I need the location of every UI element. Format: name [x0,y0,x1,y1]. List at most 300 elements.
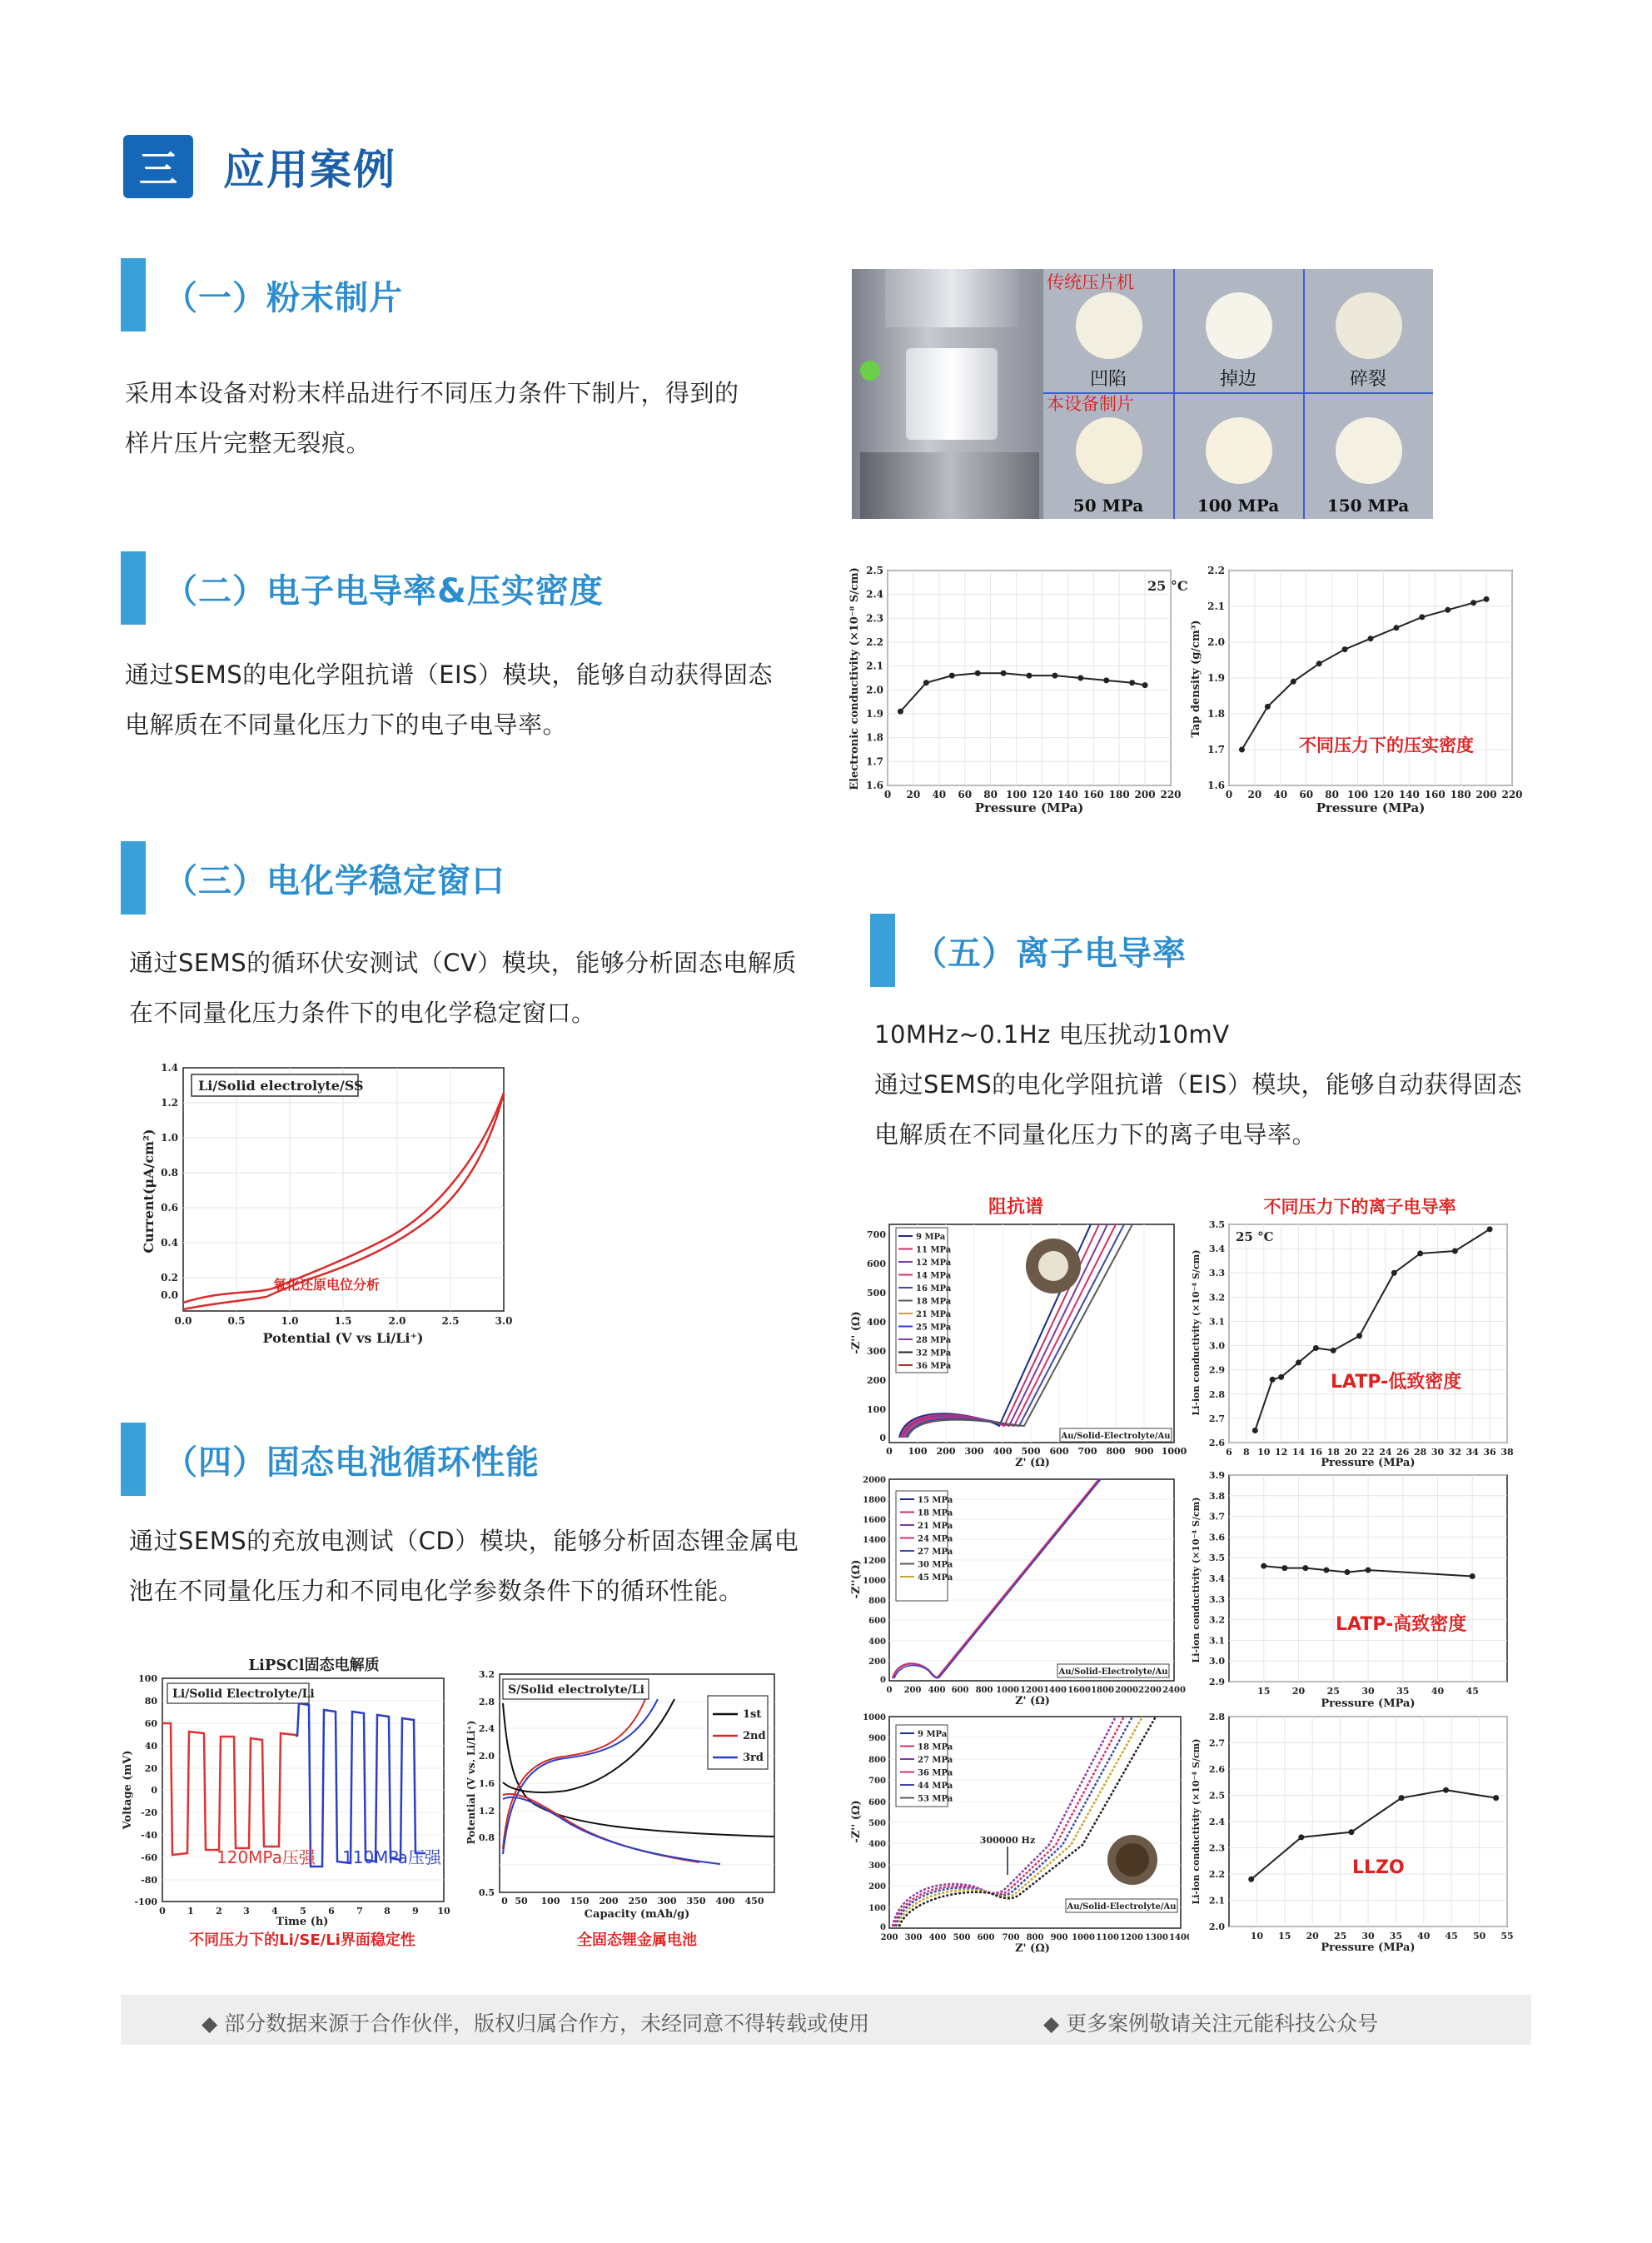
x-tick-label: 38 [1500,1447,1514,1458]
x-tick-label: 200 [1475,789,1497,800]
svg-text:2.4: 2.4 [478,1723,495,1734]
x-tick-label: 10 [1250,1931,1264,1941]
svg-text:1800: 1800 [863,1496,886,1505]
svg-text:0.0: 0.0 [174,1315,192,1327]
data-point [1445,607,1450,613]
svg-text:-20: -20 [141,1807,157,1818]
ionic-conductivity-chart-2 [1189,1470,1522,1712]
pellet-cell: 100 MPa [1173,394,1303,519]
svg-text:350: 350 [686,1896,706,1907]
x-tick-label: 22 [1361,1447,1375,1458]
data-point [1281,1565,1287,1571]
legend-item: 9 MPa [916,1233,946,1242]
svg-text:-80: -80 [141,1875,157,1886]
pressure-label-110: 110MPa压强 [342,1847,441,1867]
x-tick-label: 55 [1500,1931,1514,1941]
y-tick-label: 1.8 [866,731,883,744]
y-tick-label: 2.7 [1208,1737,1225,1749]
svg-text:100: 100 [540,1896,560,1907]
svg-text:400: 400 [715,1896,735,1907]
cell-config-label: Au/Solid-Electrolyte/Au [1067,1902,1177,1912]
y-tick-label: 3.2 [1208,1292,1225,1303]
data-point [1052,673,1057,679]
y-tick-label: 3.3 [1208,1593,1225,1605]
data-point [1103,677,1109,683]
y-tick-label: 3.6 [1208,1532,1225,1543]
x-tick-label: 16 [1309,1447,1323,1458]
cell-config-label: Au/Solid-Electrolyte/Au [1061,1432,1171,1441]
y-tick-label: 2.0 [866,684,883,696]
section-text-conductivity: 通过SEMS的电化学阻抗谱（EIS）模块，能够自动获得固态 电解质在不同量化压力下的电子电导率。 [125,660,773,739]
x-tick-label: 220 [1501,789,1523,800]
legend-item: 27 MPa [918,1756,953,1765]
svg-text:600: 600 [868,1798,886,1807]
svg-text:300: 300 [904,1933,923,1942]
section-heading-cv: （三）电化学稳定窗口 [121,841,505,915]
section-heading-conductivity: （二）电子电导率&压实密度 [121,551,604,625]
data-point [1248,1877,1254,1882]
data-point [1366,1568,1371,1573]
data-point [1077,675,1083,681]
x-tick-label: 20 [1247,789,1262,800]
svg-text:0: 0 [159,1906,166,1917]
svg-text:60: 60 [144,1718,157,1729]
data-point [1142,682,1148,688]
svg-text:-100: -100 [134,1897,157,1907]
pressure-label-120: 120MPa压强 [216,1847,316,1867]
data-point [1443,1787,1449,1793]
y-tick-label: 1.8 [1207,708,1225,720]
y-axis-label: Electronic conductivity (×10⁻⁸ S/cm) [848,567,861,790]
svg-text:700: 700 [1002,1933,1020,1942]
data-point [1316,660,1322,666]
svg-text:450: 450 [744,1896,764,1907]
data-point [1261,1563,1266,1569]
x-tick-label: 80 [983,789,998,800]
svg-text:700: 700 [1077,1446,1097,1457]
y-tick-label: 3.0 [1208,1340,1225,1352]
legend-item: 36 MPa [916,1362,952,1371]
data-point [1348,1829,1354,1835]
svg-text:1200: 1200 [1020,1686,1043,1695]
y-tick-label: 1.6 [1207,780,1225,791]
svg-text:200: 200 [867,1375,886,1386]
data-point [1027,673,1032,679]
x-tick-label: 32 [1448,1447,1462,1458]
section-heading-cycling: （四）固态电池循环性能 [121,1423,540,1496]
x-tick-label: 100 [1347,789,1369,800]
legend-item: 21 MPa [916,1310,952,1319]
legend-item: 53 MPa [918,1794,953,1804]
svg-text:0.5: 0.5 [227,1315,246,1327]
y-tick-label: 1.9 [866,708,883,720]
y-tick-label: 3.1 [1208,1316,1225,1328]
svg-text:800: 800 [868,1756,886,1765]
y-axis-label: Li-ion conductivity (×10⁻⁴ S/cm) [1191,1497,1202,1663]
svg-text:900: 900 [1134,1446,1154,1457]
frequency-label: 300000 Hz [979,1835,1036,1846]
tap-density-chart [1189,562,1522,820]
ionic-note-1: LATP-低致密度 [1331,1372,1462,1393]
nyquist-chart-3 [849,1712,1192,1955]
pellet-cell: 掉边 [1173,269,1303,394]
svg-text:200: 200 [903,1686,922,1695]
pellet-cell: 150 MPa [1303,394,1433,519]
svg-text:900: 900 [1050,1933,1068,1942]
svg-text:800: 800 [1026,1933,1044,1942]
x-tick-label: 20 [1344,1447,1357,1458]
data-point [1302,1565,1308,1571]
y-tick-label: 2.5 [866,565,883,576]
y-tick-label: 2.1 [866,660,883,672]
x-tick-label: 80 [1325,789,1339,800]
y-tick-label: 2.3 [866,612,883,625]
ionic-conductivity-title: 不同压力下的离子电导率 [1263,1197,1456,1217]
section-heading-powder: （一）粉末制片 [121,258,403,331]
data-point [1399,1795,1405,1801]
svg-text:200: 200 [936,1446,956,1457]
data-point [1484,596,1490,602]
x-tick-label: 180 [1450,789,1471,800]
y-tick-label: 2.8 [1208,1388,1225,1400]
y-tick-label: 3.9 [1208,1470,1225,1481]
y-tick-label: 3.5 [1208,1219,1225,1230]
main-header [123,135,396,198]
x-tick-label: 30 [1431,1447,1445,1458]
data-point [1001,670,1007,676]
x-tick-label: 160 [1082,789,1104,800]
svg-text:10: 10 [437,1906,450,1917]
svg-text:1400: 1400 [1043,1686,1067,1695]
x-tick-label: 15 [1278,1931,1291,1941]
svg-text:1600: 1600 [863,1516,886,1525]
nyquist-title: 阻抗谱 [988,1197,1044,1218]
svg-text:100: 100 [138,1673,157,1684]
svg-text:2000: 2000 [1115,1686,1138,1695]
nyquist-chart-1 [849,1191,1187,1470]
y-tick-label: 2.2 [1208,1869,1225,1880]
svg-text:3.0: 3.0 [495,1315,513,1327]
svg-text:0: 0 [886,1446,893,1457]
svg-text:2.8: 2.8 [478,1697,495,1707]
y-tick-label: 1.7 [1207,744,1225,755]
x-tick-label: 0 [883,789,892,800]
data-point [1452,1249,1458,1254]
x-axis-label: Pressure (MPa) [1321,1457,1416,1469]
y-tick-label: 2.2 [866,636,883,648]
x-tick-label: 20 [906,789,921,800]
x-tick-label: 140 [1057,789,1078,800]
pellet-photo-panel [852,269,1433,519]
svg-text:700: 700 [868,1777,886,1786]
y-tick-label: 2.3 [1208,1842,1225,1854]
capacity-chart [466,1666,783,1953]
data-point [1296,1359,1301,1365]
svg-text:600: 600 [951,1686,969,1695]
nyquist-chart-2 [849,1474,1186,1707]
legend-item: 45 MPa [918,1573,953,1583]
cv-note: 氧化还原电位分析 [273,1277,381,1293]
y-axis-label: Voltage (mV) [122,1750,134,1830]
svg-text:1100: 1100 [1096,1933,1119,1942]
x-tick-label: 30 [1361,1686,1375,1697]
svg-text:500: 500 [867,1288,886,1298]
temperature-label: 25 °C [1236,1229,1274,1244]
cell-config-label: Au/Solid-Electrolyte/Au [1058,1667,1168,1677]
svg-text:200: 200 [868,1882,886,1892]
data-point [1470,600,1476,606]
svg-text:1400: 1400 [1169,1933,1192,1942]
data-point [1129,680,1135,685]
y-tick-label: 2.9 [1208,1364,1225,1376]
device-press-label: 本设备制片 [1047,394,1134,414]
svg-text:300: 300 [867,1346,886,1357]
x-tick-label: 8 [1243,1447,1250,1458]
svg-text:800: 800 [975,1686,993,1695]
x-tick-label: 25 [1333,1931,1347,1941]
data-point [1493,1795,1499,1801]
x-tick-label: 40 [932,789,947,800]
cv-legend: Li/Solid electrolyte/SS [198,1078,364,1094]
y-tick-label: 2.1 [1208,1895,1225,1907]
voltage-time-chart [121,1653,454,1953]
data-point [1342,646,1348,652]
legend-item: 16 MPa [916,1284,952,1293]
data-point [1470,1573,1475,1579]
x-tick-label: 0 [1225,789,1233,800]
svg-text:1000: 1000 [1072,1933,1095,1942]
svg-text:200: 200 [880,1933,898,1942]
y-tick-label: 2.7 [1208,1413,1225,1424]
y-axis-label: Li-ion conductivity (×10⁻⁴ S/cm) [1191,1738,1202,1905]
svg-text:4: 4 [271,1906,278,1917]
x-tick-label: 35 [1396,1686,1410,1697]
x-tick-label: 60 [958,789,973,800]
voltage-caption: 不同压力下的Li/SE/Li界面稳定性 [189,1931,415,1949]
svg-text:1200: 1200 [1120,1933,1143,1942]
y-tick-label: 2.0 [1208,1922,1225,1932]
svg-text:0.0: 0.0 [161,1289,178,1301]
svg-text:0.4: 0.4 [161,1237,178,1249]
voltage-chart-title: LiPSCl固态电解质 [248,1657,380,1674]
x-tick-label: 24 [1379,1447,1392,1458]
data-point [898,709,903,715]
svg-text:6: 6 [328,1906,335,1917]
y-tick-label: 3.5 [1208,1553,1225,1564]
legend-item: 18 MPa [918,1508,953,1518]
y-tick-label: 2.1 [1207,601,1225,612]
svg-text:2: 2 [216,1906,222,1917]
svg-text:0.2: 0.2 [161,1272,178,1283]
svg-text:3: 3 [243,1906,250,1917]
svg-text:900: 900 [868,1734,886,1743]
svg-text:600: 600 [977,1933,995,1942]
x-tick-label: 28 [1413,1447,1427,1458]
legend-item: 11 MPa [916,1245,952,1255]
svg-text:-60: -60 [141,1852,157,1863]
traditional-press-label: 传统压片机 [1047,272,1134,292]
svg-text:400: 400 [993,1446,1013,1457]
svg-text:0: 0 [151,1785,157,1796]
data-point [1270,1377,1276,1383]
svg-text:0.8: 0.8 [161,1167,178,1179]
svg-text:1800: 1800 [1091,1686,1114,1695]
capacity-caption: 全固态锂金属电池 [577,1931,697,1949]
svg-text:2000: 2000 [863,1476,886,1485]
x-tick-label: 50 [1472,1931,1486,1941]
x-tick-label: 30 [1361,1931,1375,1941]
data-point [1313,1345,1319,1351]
x-tick-label: 180 [1108,789,1130,800]
svg-text:1.2: 1.2 [478,1806,495,1817]
x-tick-label: 200 [1134,789,1156,800]
y-tick-label: 2.6 [1208,1438,1225,1448]
y-axis-label: -Z'' (Ω) [850,1800,863,1843]
legend-item: 24 MPa [918,1534,953,1544]
legend-item: 21 MPa [918,1522,953,1531]
svg-text:1: 1 [187,1906,194,1917]
svg-text:400: 400 [868,1637,886,1647]
x-tick-label: 100 [1006,789,1028,800]
data-point [1252,1428,1258,1433]
svg-text:800: 800 [868,1597,886,1606]
ionic-note-3: LLZO [1352,1857,1405,1878]
section-number-badge: 三 [123,135,193,198]
y-axis-label: Potential (V vs. Li/Li⁺) [465,1720,477,1845]
x-tick-label: 6 [1226,1447,1232,1458]
y-tick-label: 2.4 [866,588,883,601]
wechat-note: ◆ 更多案例敬请关注元能科技公众号 [1043,2011,1379,2036]
section-text-ionic: 10MHz~0.1Hz 电压扰动10mV 通过SEMS的电化学阻抗谱（EIS）模块，能够自动获得固态 电解质在不同量化压力下的离子电导率。 [874,1020,1522,1149]
x-tick-label: 60 [1299,789,1314,800]
svg-text:9: 9 [412,1906,419,1917]
x-tick-label: 12 [1274,1447,1288,1458]
svg-text:1.6: 1.6 [478,1778,495,1789]
svg-text:80: 80 [144,1696,157,1707]
data-point [975,670,981,676]
y-axis-label: Li-ion conductivity (×10⁻⁴ S/cm) [1191,1249,1202,1416]
x-tick-label: 45 [1445,1931,1458,1941]
svg-text:150: 150 [570,1896,590,1907]
legend-item: 14 MPa [916,1271,952,1281]
svg-text:1600: 1600 [1067,1686,1091,1695]
pellet-cell: 50 MPa [1043,394,1173,519]
svg-text:1.5: 1.5 [334,1315,352,1327]
svg-text:1000: 1000 [1161,1446,1187,1457]
y-axis-label: -Z'' (Ω) [850,1311,863,1354]
x-axis-label: Time (h) [276,1916,329,1928]
press-machine-photo [852,269,1043,519]
svg-text:250: 250 [628,1896,648,1907]
legend-item: 36 MPa [918,1768,953,1778]
svg-text:100: 100 [868,1904,886,1913]
data-point [1331,1348,1336,1353]
legend-item: 9 MPa [918,1730,948,1739]
svg-text:2.0: 2.0 [388,1315,406,1327]
x-tick-label: 18 [1326,1447,1340,1458]
x-tick-label: 34 [1465,1447,1479,1458]
svg-text:50: 50 [515,1896,528,1907]
x-tick-label: 160 [1424,789,1446,800]
legend-item: 12 MPa [916,1259,952,1268]
svg-text:2200: 2200 [1138,1686,1162,1695]
svg-text:1000: 1000 [996,1686,1019,1695]
y-tick-label: 1.9 [1207,672,1225,684]
data-point [1298,1834,1304,1840]
y-tick-label: 2.8 [1208,1712,1225,1722]
svg-text:400: 400 [868,1840,886,1849]
data-point [1417,1250,1423,1256]
x-tick-label: 15 [1257,1686,1271,1697]
x-axis-label: Z' (Ω) [1015,1942,1050,1955]
page-title: 应用案例 [223,146,396,194]
cv-chart [142,1059,516,1351]
legend-item: 18 MPa [918,1742,953,1752]
tap-density-note: 不同压力下的压实密度 [1299,735,1474,755]
x-tick-label: 10 [1257,1447,1271,1458]
y-tick-label: 1.6 [866,780,883,791]
x-tick-label: 20 [1306,1931,1319,1941]
svg-text:600: 600 [868,1617,886,1626]
svg-text:200: 200 [599,1896,619,1907]
legend-item: 44 MPa [918,1782,953,1791]
svg-text:200: 200 [868,1657,886,1667]
x-tick-label: 26 [1396,1447,1410,1458]
svg-text:1000: 1000 [863,1577,886,1586]
legend-cycle-2: 2nd [743,1730,766,1742]
y-tick-label: 1.7 [866,755,883,768]
y-axis-label: -Z''(Ω) [850,1559,863,1599]
svg-text:700: 700 [867,1229,886,1240]
svg-text:40: 40 [144,1741,157,1752]
footer-bar [121,1995,1531,2045]
x-axis-label: Pressure (MPa) [974,800,1084,815]
data-point [923,680,929,685]
data-point [1265,704,1271,710]
x-tick-label: 140 [1398,789,1420,800]
svg-text:400: 400 [928,1933,947,1942]
svg-text:400: 400 [928,1686,946,1695]
y-tick-label: 3.8 [1208,1490,1225,1502]
svg-text:400: 400 [867,1317,886,1328]
svg-text:500: 500 [1021,1446,1041,1457]
data-point [1393,625,1399,631]
x-tick-label: 45 [1465,1686,1479,1697]
y-tick-label: 2.4 [1208,1817,1225,1827]
svg-text:2400: 2400 [1162,1686,1186,1695]
svg-text:1.4: 1.4 [161,1062,178,1074]
data-point [1419,614,1425,620]
x-tick-label: 20 [1291,1686,1306,1697]
temperature-label: 25 °C [1147,578,1188,594]
svg-text:100: 100 [867,1404,886,1415]
svg-text:0: 0 [501,1896,508,1907]
svg-text:7: 7 [356,1906,363,1917]
svg-text:-40: -40 [141,1830,157,1841]
svg-text:1200: 1200 [863,1557,886,1566]
legend-item: 28 MPa [916,1336,952,1345]
x-axis-label: Pressure (MPa) [1321,1941,1416,1954]
svg-text:0.8: 0.8 [478,1832,495,1843]
x-tick-label: 120 [1372,789,1394,800]
x-tick-label: 40 [1417,1931,1431,1941]
data-point [949,673,955,679]
svg-text:3.2: 3.2 [478,1669,495,1680]
pellet-cell: 凹陷 [1043,269,1173,394]
data-point [1368,636,1374,641]
svg-text:20: 20 [144,1763,157,1774]
legend-cycle-3: 3rd [743,1752,764,1764]
